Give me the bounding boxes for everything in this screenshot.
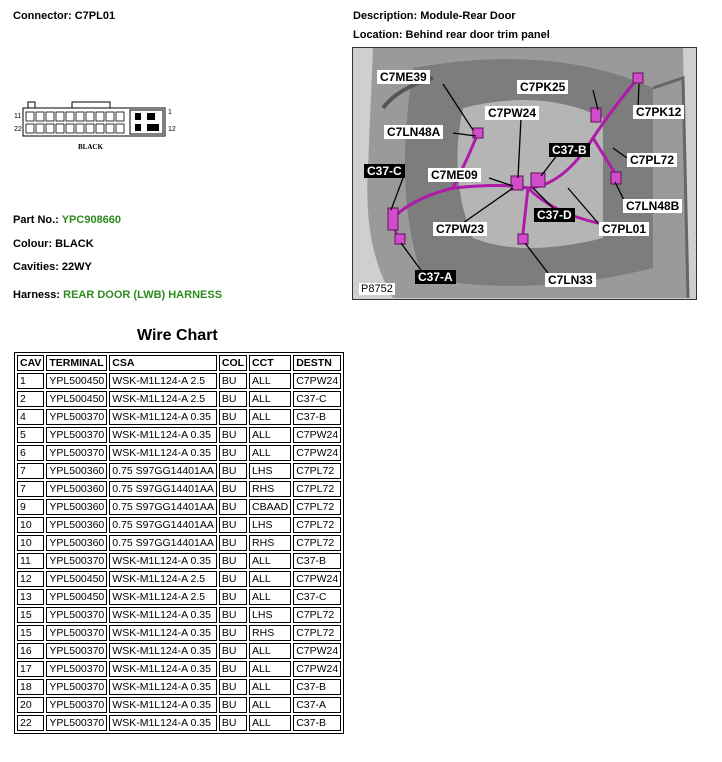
col-cell: BU <box>219 391 247 407</box>
table-row <box>17 589 341 605</box>
cav-cell: 16 <box>17 643 44 659</box>
table-row <box>17 643 341 659</box>
pin-cavity <box>86 124 94 133</box>
destn-cell: C7PW24 <box>293 571 341 587</box>
terminal-cell: YPL500370 <box>46 715 107 731</box>
table-row <box>17 517 341 533</box>
callout-c7ln33: C7LN33 <box>545 273 596 287</box>
cct-cell: LHS <box>249 607 291 623</box>
terminal-cell: YPL500450 <box>46 391 107 407</box>
callout-c37-a: C37-A <box>415 270 456 284</box>
cav-cell: 2 <box>17 391 44 407</box>
cav-cell: 4 <box>17 409 44 425</box>
callout-c37-d: C37-D <box>534 208 575 222</box>
destn-cell: C37-B <box>293 553 341 569</box>
cav-cell: 11 <box>17 553 44 569</box>
terminal-cell: YPL500370 <box>46 661 107 677</box>
pin-cavity <box>56 124 64 133</box>
csa-cell: WSK-M1L124-A 0.35 <box>109 553 217 569</box>
terminal-cell: YPL500370 <box>46 625 107 641</box>
terminal-cell: YPL500360 <box>46 499 107 515</box>
table-row <box>17 391 341 407</box>
terminal-cell: YPL500370 <box>46 553 107 569</box>
pin-cavity <box>106 124 114 133</box>
csa-cell: WSK-M1L124-A 2.5 <box>109 373 217 389</box>
destn-cell: C7PW24 <box>293 445 341 461</box>
cav-cell: 22 <box>17 715 44 731</box>
cct-cell: ALL <box>249 427 291 443</box>
cavities-text: Cavities: 22WY <box>13 261 92 273</box>
csa-cell: 0.75 S97GG14401AA <box>109 535 217 551</box>
cct-cell: RHS <box>249 481 291 497</box>
callout-c7ln48a: C7LN48A <box>384 125 443 139</box>
pin-cavity <box>36 124 44 133</box>
csa-cell: WSK-M1L124-A 0.35 <box>109 445 217 461</box>
pin-cavity <box>46 112 54 121</box>
table-row <box>17 625 341 641</box>
part-number-value: YPC908660 <box>61 214 122 226</box>
table-row <box>17 427 341 443</box>
col-cell: BU <box>219 481 247 497</box>
callout-c7pw23: C7PW23 <box>433 222 487 236</box>
destn-cell: C7PL72 <box>293 463 341 479</box>
wire-chart-header-row <box>17 355 341 371</box>
col-cell: BU <box>219 409 247 425</box>
terminal-cell: YPL500450 <box>46 571 107 587</box>
cav-cell: 18 <box>17 679 44 695</box>
column-header-cct: CCT <box>249 355 291 371</box>
table-row <box>17 481 341 497</box>
table-row <box>17 535 341 551</box>
col-cell: BU <box>219 697 247 713</box>
pin-cavity <box>86 112 94 121</box>
col-cell: BU <box>219 625 247 641</box>
csa-cell: WSK-M1L124-A 0.35 <box>109 607 217 623</box>
terminal-cell: YPL500450 <box>46 373 107 389</box>
pin-cavity <box>66 112 74 121</box>
cct-cell: ALL <box>249 715 291 731</box>
cct-cell: ALL <box>249 553 291 569</box>
cav-cell: 13 <box>17 589 44 605</box>
destn-cell: C7PL72 <box>293 535 341 551</box>
description-text: Description: Module-Rear Door <box>353 10 516 22</box>
part-number <box>13 214 121 226</box>
pin-1-label: 1 <box>168 109 172 116</box>
pin-11-label: 11 <box>14 113 22 120</box>
pin-cavity <box>96 124 104 133</box>
pin-cavity <box>56 112 64 121</box>
destn-cell: C7PL72 <box>293 499 341 515</box>
col-cell: BU <box>219 679 247 695</box>
cct-cell: ALL <box>249 661 291 677</box>
photo-reference-code: P8752 <box>361 283 393 295</box>
col-cell: BU <box>219 661 247 677</box>
cct-cell: RHS <box>249 535 291 551</box>
csa-cell: WSK-M1L124-A 0.35 <box>109 697 217 713</box>
pin-cavity <box>106 112 114 121</box>
terminal-cell: YPL500360 <box>46 481 107 497</box>
cav-cell: 6 <box>17 445 44 461</box>
terminal-cell: YPL500370 <box>46 697 107 713</box>
connector-color-label: BLACK <box>78 143 103 151</box>
pin-cavity <box>46 124 54 133</box>
cav-cell: 12 <box>17 571 44 587</box>
csa-cell: WSK-M1L124-A 0.35 <box>109 409 217 425</box>
col-cell: BU <box>219 643 247 659</box>
column-header-destn: DESTN <box>293 355 341 371</box>
csa-cell: WSK-M1L124-A 0.35 <box>109 427 217 443</box>
terminal-cell: YPL500360 <box>46 463 107 479</box>
callout-c37-c: C37-C <box>364 164 405 178</box>
table-row <box>17 661 341 677</box>
pin-cavity <box>96 112 104 121</box>
cav-cell: 15 <box>17 625 44 641</box>
col-cell: BU <box>219 427 247 443</box>
col-cell: BU <box>219 571 247 587</box>
cav-cell: 20 <box>17 697 44 713</box>
table-row <box>17 697 341 713</box>
col-cell: BU <box>219 553 247 569</box>
col-cell: BU <box>219 589 247 605</box>
callout-c7pl72: C7PL72 <box>627 153 677 167</box>
csa-cell: WSK-M1L124-A 0.35 <box>109 643 217 659</box>
destn-cell: C7PW24 <box>293 661 341 677</box>
cct-cell: LHS <box>249 463 291 479</box>
cct-cell: CBAAD <box>249 499 291 515</box>
csa-cell: WSK-M1L124-A 0.35 <box>109 661 217 677</box>
table-row <box>17 679 341 695</box>
destn-cell: C37-B <box>293 409 341 425</box>
csa-cell: 0.75 S97GG14401AA <box>109 481 217 497</box>
pin-cavity <box>66 124 74 133</box>
table-row <box>17 373 341 389</box>
csa-cell: 0.75 S97GG14401AA <box>109 517 217 533</box>
cct-cell: ALL <box>249 391 291 407</box>
table-row <box>17 607 341 623</box>
table-row <box>17 553 341 569</box>
column-header-cav: CAV <box>17 355 44 371</box>
destn-cell: C7PW24 <box>293 373 341 389</box>
terminal-cell: YPL500370 <box>46 643 107 659</box>
pin-22-label: 22 <box>14 126 22 133</box>
callout-c7pk25: C7PK25 <box>517 80 568 94</box>
callout-c7pw24: C7PW24 <box>485 106 539 120</box>
destn-cell: C7PW24 <box>293 427 341 443</box>
cct-cell: ALL <box>249 643 291 659</box>
cct-cell: LHS <box>249 517 291 533</box>
destn-cell: C37-B <box>293 679 341 695</box>
connector-face-diagram <box>12 98 182 154</box>
cct-cell: ALL <box>249 409 291 425</box>
col-cell: BU <box>219 715 247 731</box>
col-cell: BU <box>219 445 247 461</box>
destn-cell: C37-A <box>293 697 341 713</box>
destn-cell: C7PL72 <box>293 607 341 623</box>
destn-cell: C37-B <box>293 715 341 731</box>
table-row <box>17 409 341 425</box>
pin-12-label: 12 <box>168 126 176 133</box>
csa-cell: WSK-M1L124-A 0.35 <box>109 715 217 731</box>
terminal-cell: YPL500370 <box>46 427 107 443</box>
pin-cavity <box>116 112 124 121</box>
cct-cell: ALL <box>249 445 291 461</box>
cct-cell: ALL <box>249 697 291 713</box>
location-text: Location: Behind rear door trim panel <box>353 29 550 41</box>
cav-cell: 10 <box>17 517 44 533</box>
terminal-cell: YPL500450 <box>46 589 107 605</box>
column-header-csa: CSA <box>109 355 217 371</box>
door-location-photo <box>352 47 697 300</box>
table-row <box>17 463 341 479</box>
harness-label: Harness: <box>13 289 64 301</box>
pin-cavity <box>36 112 44 121</box>
table-row <box>17 715 341 731</box>
callout-c7pk12: C7PK12 <box>633 105 684 119</box>
csa-cell: WSK-M1L124-A 2.5 <box>109 571 217 587</box>
col-cell: BU <box>219 463 247 479</box>
terminal-cell: YPL500370 <box>46 607 107 623</box>
terminal-cell: YPL500360 <box>46 535 107 551</box>
col-cell: BU <box>219 517 247 533</box>
callout-c7me09: C7ME09 <box>428 168 481 182</box>
cav-cell: 7 <box>17 463 44 479</box>
terminal-cell: YPL500370 <box>46 445 107 461</box>
cct-cell: ALL <box>249 589 291 605</box>
destn-cell: C7PL72 <box>293 481 341 497</box>
column-header-terminal: TERMINAL <box>46 355 107 371</box>
col-cell: BU <box>219 373 247 389</box>
connector-title: Connector: C7PL01 <box>13 10 116 22</box>
column-header-col: COL <box>219 355 247 371</box>
callout-c37-b: C37-B <box>549 143 590 157</box>
pin-cavity <box>26 124 34 133</box>
csa-cell: WSK-M1L124-A 2.5 <box>109 391 217 407</box>
harness-value: REAR DOOR (LWB) HARNESS <box>63 289 223 301</box>
destn-cell: C7PW24 <box>293 643 341 659</box>
harness <box>13 289 222 301</box>
terminal-cell: YPL500360 <box>46 517 107 533</box>
cav-cell: 10 <box>17 535 44 551</box>
cct-cell: RHS <box>249 625 291 641</box>
wire-chart-table <box>14 352 344 734</box>
cav-cell: 5 <box>17 427 44 443</box>
destn-cell: C37-C <box>293 391 341 407</box>
terminal-cell: YPL500370 <box>46 679 107 695</box>
callout-c7ln48b: C7LN48B <box>623 199 682 213</box>
cav-cell: 7 <box>17 481 44 497</box>
callout-c7pl01: C7PL01 <box>599 222 649 236</box>
destn-cell: C7PL72 <box>293 625 341 641</box>
csa-cell: WSK-M1L124-A 0.35 <box>109 625 217 641</box>
csa-cell: 0.75 S97GG14401AA <box>109 463 217 479</box>
col-cell: BU <box>219 499 247 515</box>
table-row <box>17 571 341 587</box>
cct-cell: ALL <box>249 679 291 695</box>
cct-cell: ALL <box>249 571 291 587</box>
part-number-label: Part No.: <box>13 214 62 226</box>
colour-text: Colour: BLACK <box>13 238 94 250</box>
cav-cell: 9 <box>17 499 44 515</box>
wire-chart-title: Wire Chart <box>137 327 218 344</box>
cav-cell: 17 <box>17 661 44 677</box>
cct-cell: ALL <box>249 373 291 389</box>
terminal-cell: YPL500370 <box>46 409 107 425</box>
pin-cavity <box>76 112 84 121</box>
table-row <box>17 499 341 515</box>
cav-cell: 15 <box>17 607 44 623</box>
pin-cavity <box>76 124 84 133</box>
col-cell: BU <box>219 535 247 551</box>
csa-cell: WSK-M1L124-A 0.35 <box>109 679 217 695</box>
pin-cavity <box>26 112 34 121</box>
table-row <box>17 445 341 461</box>
csa-cell: 0.75 S97GG14401AA <box>109 499 217 515</box>
callout-c7me39: C7ME39 <box>377 70 430 84</box>
pin-cavity <box>116 124 124 133</box>
destn-cell: C37-C <box>293 589 341 605</box>
col-cell: BU <box>219 607 247 623</box>
destn-cell: C7PL72 <box>293 517 341 533</box>
csa-cell: WSK-M1L124-A 2.5 <box>109 589 217 605</box>
cav-cell: 1 <box>17 373 44 389</box>
